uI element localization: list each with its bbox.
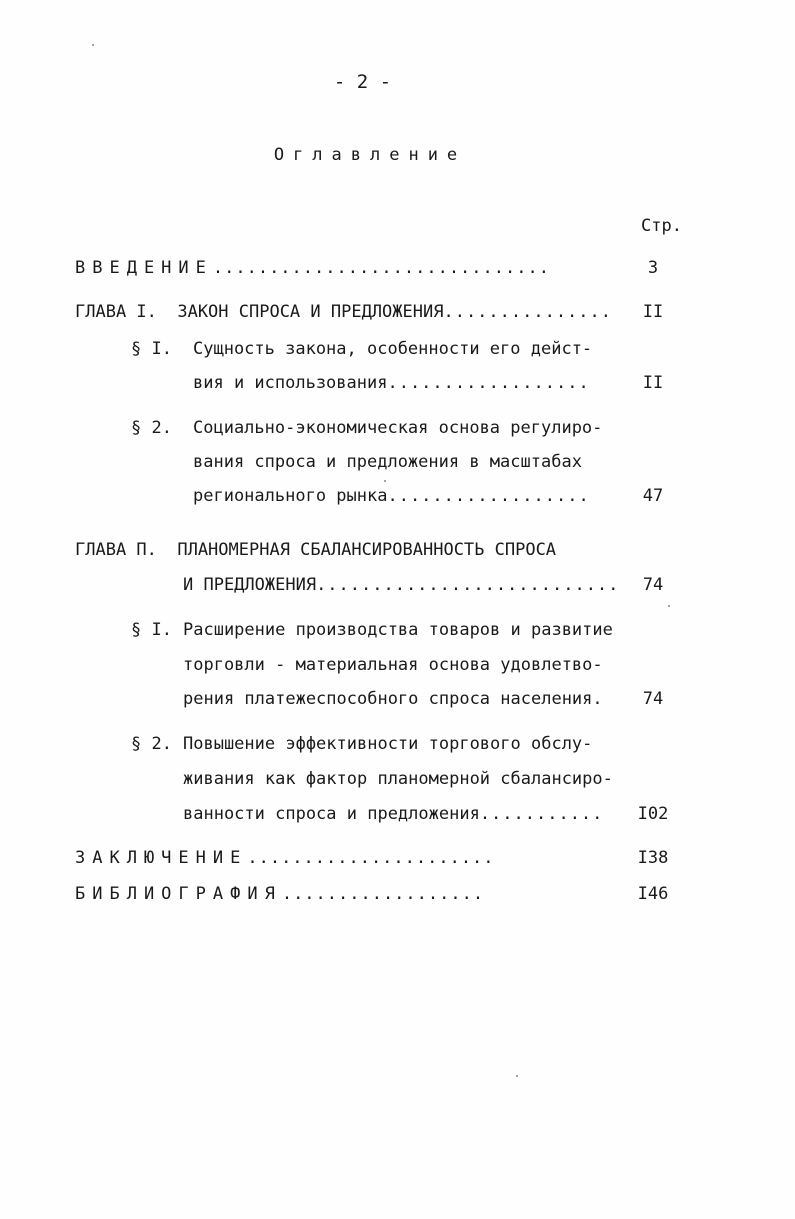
scan-speck: [384, 480, 386, 482]
bibliography-label: БИБЛИОГРАФИЯ: [75, 884, 282, 904]
ch2-s1-number: § I.: [131, 620, 172, 640]
ch2-s2-line-3-text: ванности спроса и предложения: [183, 804, 480, 824]
ch1-s1-line-2-text: вия и использования: [193, 373, 388, 393]
chapter-1-leader: ...............: [443, 302, 612, 322]
chapter-2-line-2: [183, 575, 619, 595]
intro-page: 3: [647, 258, 659, 278]
ch1-s1-line-1: Сущность закона, особенности его дейст-: [193, 339, 593, 359]
ch2-s2-page: I02: [637, 804, 669, 824]
ch2-s2-line-3: [183, 804, 603, 824]
intro-label: ВВЕДЕНИЕ: [75, 258, 213, 278]
ch1-s2-number: § 2.: [131, 418, 172, 438]
ch1-s1-line-2: [193, 373, 590, 393]
ch1-s1-page: II: [642, 373, 664, 393]
ch2-s1-line-1: Расширение производства товаров и развитие: [183, 620, 613, 640]
toc-entry-bibliography: [75, 884, 484, 904]
toc-entry-intro: [75, 258, 550, 278]
ch2-s2-number: § 2.: [131, 734, 172, 754]
toc-title: Оглавление: [273, 145, 467, 165]
ch1-s1-number: § I.: [131, 339, 172, 359]
ch2-s1-line-2: торговли - материальная основа удовлетво-: [183, 655, 603, 675]
page-column-header: Стр.: [641, 216, 682, 236]
ch1-s2-line-1: Социально-экономическая основа регулиро-: [193, 418, 603, 438]
chapter-2-leader: ...........................: [316, 575, 620, 595]
conclusion-label: ЗАКЛЮЧЕНИЕ: [75, 848, 248, 868]
chapter-2-page: 74: [642, 575, 664, 595]
ch1-s2-line-3: [193, 486, 590, 506]
chapter-2-line-2-text: И ПРЕДЛОЖЕНИЯ: [183, 575, 317, 595]
ch1-s2-line-2: вания спроса и предложения в масштабах: [193, 452, 582, 472]
page-number: - 2 -: [333, 71, 392, 93]
intro-leader: ..............................: [212, 258, 550, 278]
chapter-1-label: ГЛАВА I. ЗАКОН СПРОСА И ПРЕДЛОЖЕНИЯ: [75, 302, 444, 322]
toc-entry-conclusion: [75, 848, 495, 868]
conclusion-leader: ......................: [247, 848, 495, 868]
scan-speck: [92, 44, 94, 46]
toc-entry-chapter-1: [75, 302, 612, 322]
ch1-s2-line-3-text: регионального рынка: [193, 486, 388, 506]
chapter-2-label: ГЛАВА П. ПЛАНОМЕРНАЯ СБАЛАНСИРОВАННОСТЬ СПРОСА: [75, 540, 557, 560]
ch2-s1-page: 74: [642, 689, 664, 709]
bibliography-page: I46: [637, 884, 669, 904]
chapter-1-page: II: [642, 302, 664, 322]
ch1-s1-leader: ..................: [387, 373, 590, 393]
scan-speck: [668, 605, 670, 607]
ch1-s2-leader: ..................: [387, 486, 590, 506]
conclusion-page: I38: [637, 848, 669, 868]
scan-speck: [516, 1075, 518, 1077]
ch2-s2-line-1: Повышение эффективности торгового обслу-: [183, 734, 593, 754]
bibliography-leader: ..................: [281, 884, 485, 904]
ch2-s2-leader: ...........: [479, 804, 604, 824]
ch2-s1-line-3: рения платежеспособного спроса населения.: [183, 689, 603, 709]
ch1-s2-page: 47: [642, 486, 664, 506]
ch2-s2-line-2: живания как фактор планомерной сбалансиро-: [183, 769, 613, 789]
